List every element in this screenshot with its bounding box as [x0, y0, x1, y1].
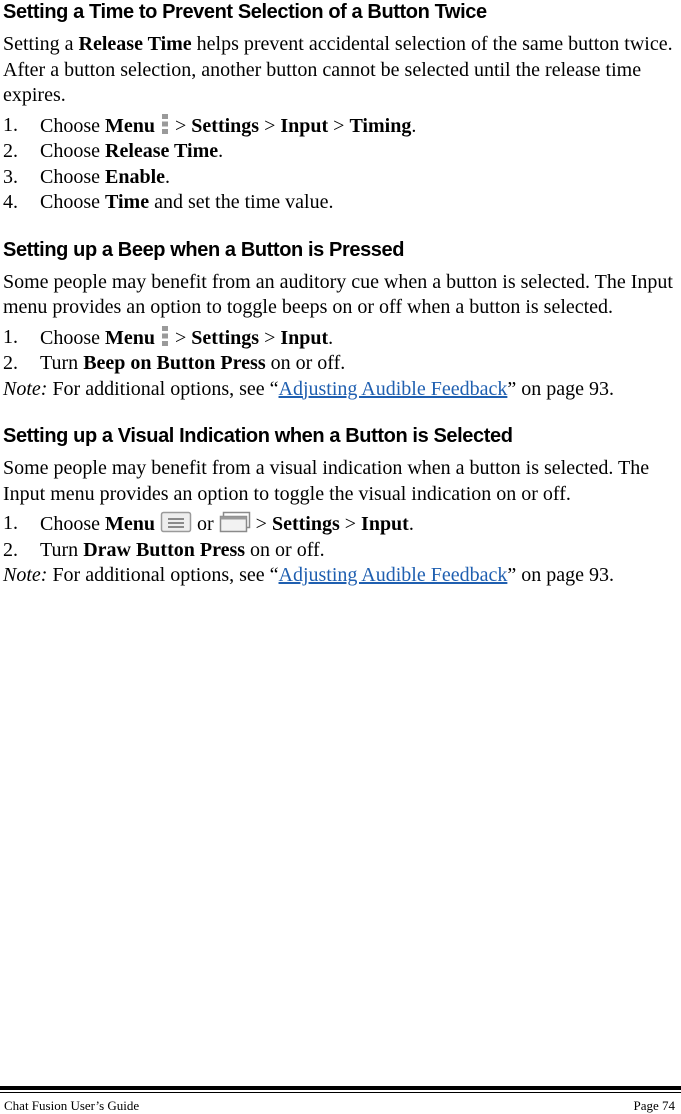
section1-steps [3, 113, 679, 216]
footer-guide-title: Chat Fusion User’s Guide [4, 1098, 140, 1113]
list-item: 2. Turn Draw Button Press on or off. [3, 538, 325, 561]
menu-dots-icon [160, 113, 170, 135]
list-item: 4. Choose Time and set the time value. [3, 191, 334, 213]
page-footer [4, 1098, 675, 1114]
adjusting-audible-feedback-link[interactable]: Adjusting Audible Feedback [278, 564, 508, 586]
section3-intro: Some people may benefit from a visual indication when a button is selected. The Input menu provides an option to toggle the visual indication on or off. [3, 457, 650, 505]
list-item: 2. Turn Beep on Button Press on or off. [3, 352, 346, 374]
section2-intro: Some people may benefit from an auditory cue when a button is selected. The Input menu provides an option to toggle beeps on or off when a button is selected. [3, 270, 673, 318]
footer-divider-thin [0, 1092, 681, 1093]
list-item: 1. Choose Menu or > Settings > Input. [3, 512, 414, 535]
section3-note: Note: For additional options, see “Adjusting Audible Feedback” on page 93. [3, 564, 615, 586]
section3-heading: Setting up a Visual Indication when a Button is Selected [3, 425, 513, 447]
section3-steps [3, 511, 679, 563]
list-item: 1. Choose Menu > Settings > Input. [3, 325, 334, 349]
section2-steps [3, 325, 679, 377]
window-icon [219, 511, 251, 533]
section2-heading: Setting up a Beep when a Button is Pressed [3, 238, 405, 261]
list-item: 3. Choose Enable. [3, 165, 171, 188]
document-page [3, 0, 679, 589]
adjusting-audible-feedback-link[interactable]: Adjusting Audible Feedback [278, 377, 508, 400]
menu-dots-icon [160, 325, 170, 347]
section1-intro: Setting a Release Time helps prevent accidental selection of the same button twice. After a button selection, another button cannot be selected until the release time expires. [3, 33, 673, 106]
list-item: 2. Choose Release Time. [3, 140, 224, 162]
footer-divider-thick [0, 1086, 681, 1090]
section1-heading: Setting a Time to Prevent Selection of a Button Twice [3, 1, 487, 23]
footer-page-number: Page 74 [633, 1098, 675, 1113]
menu-list-icon [160, 511, 192, 533]
section2-note: Note: For additional options, see “Adjusting Audible Feedback” on page 93. [3, 377, 615, 400]
list-item: 1. Choose Menu > Settings > Input > Timing. [3, 113, 417, 137]
